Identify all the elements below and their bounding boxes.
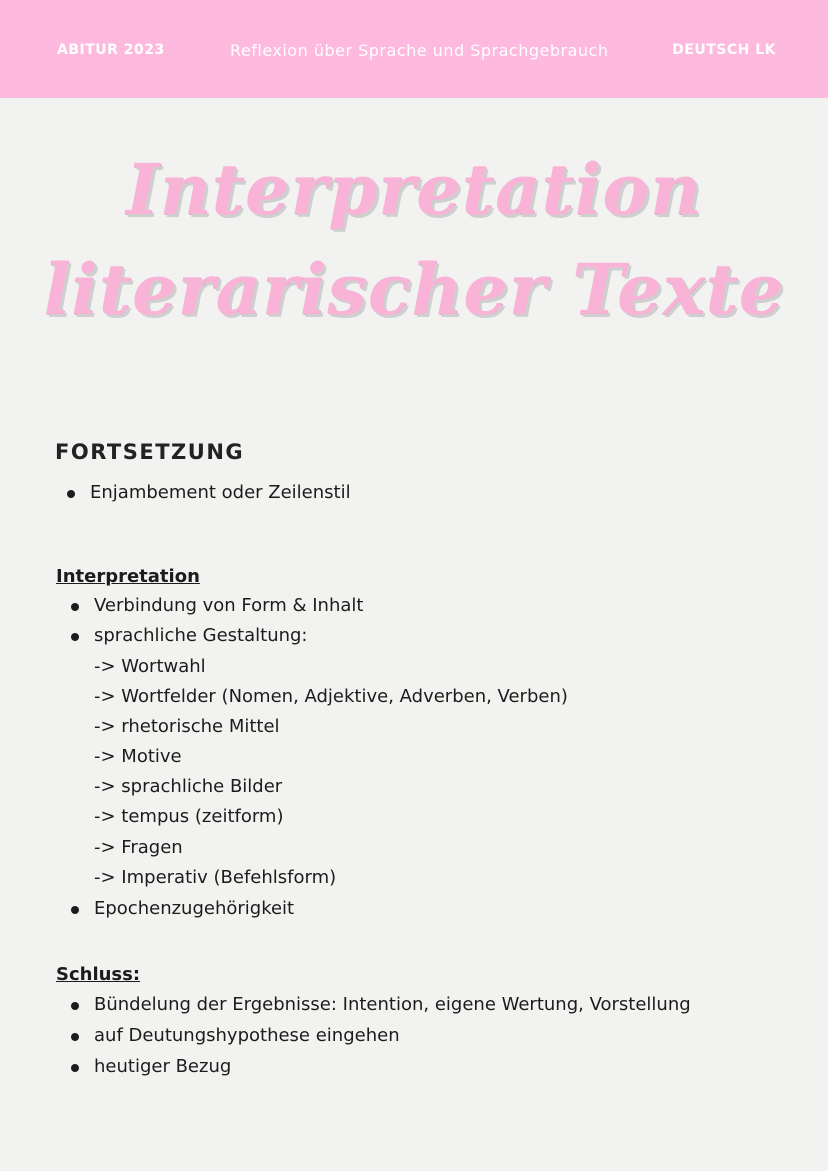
sub-list-item: -> sprachliche Bilder [94,776,283,797]
list-item: Bündelung der Ergebnisse: Intention, eigene Wertung, Vorstellung [94,994,691,1015]
bullet-icon [71,1064,79,1072]
header-exam-label: ABITUR 2023 [57,42,165,58]
sub-list-item: -> tempus (zeitform) [94,806,284,827]
section-heading-schluss: Schluss: [56,964,141,985]
sub-list-item: -> Fragen [94,837,183,858]
page-title-line-1: Interpretation [126,148,702,231]
bullet-icon [71,603,79,611]
bullet-icon [71,1002,79,1010]
section-heading-fortsetzung: FORTSETZUNG [55,440,245,464]
sub-list-item: -> Wortwahl [94,656,206,677]
header-bar [0,0,828,98]
section-heading-interpretation: Interpretation [56,566,200,587]
sub-list-item: -> Wortfelder (Nomen, Adjektive, Adverben, Verben) [94,686,568,707]
list-item: Enjambement oder Zeilenstil [90,482,351,503]
list-item: Verbindung von Form & Inhalt [94,595,364,616]
page-title-line-2: literarischer Texte [43,248,785,331]
list-item: sprachliche Gestaltung: [94,625,308,646]
header-subject: DEUTSCH LK [672,42,776,58]
header-topic: Reflexion über Sprache und Sprachgebrauch [230,41,609,60]
list-item: heutiger Bezug [94,1056,232,1077]
sub-list-item: -> Imperativ (Befehlsform) [94,867,337,888]
bullet-icon [71,1033,79,1041]
bullet-icon [71,633,79,641]
sub-list-item: -> rhetorische Mittel [94,716,280,737]
bullet-icon [67,490,75,498]
list-item: auf Deutungshypothese eingehen [94,1025,400,1046]
list-item: Epochenzugehörigkeit [94,898,295,919]
sub-list-item: -> Motive [94,746,182,767]
bullet-icon [71,906,79,914]
